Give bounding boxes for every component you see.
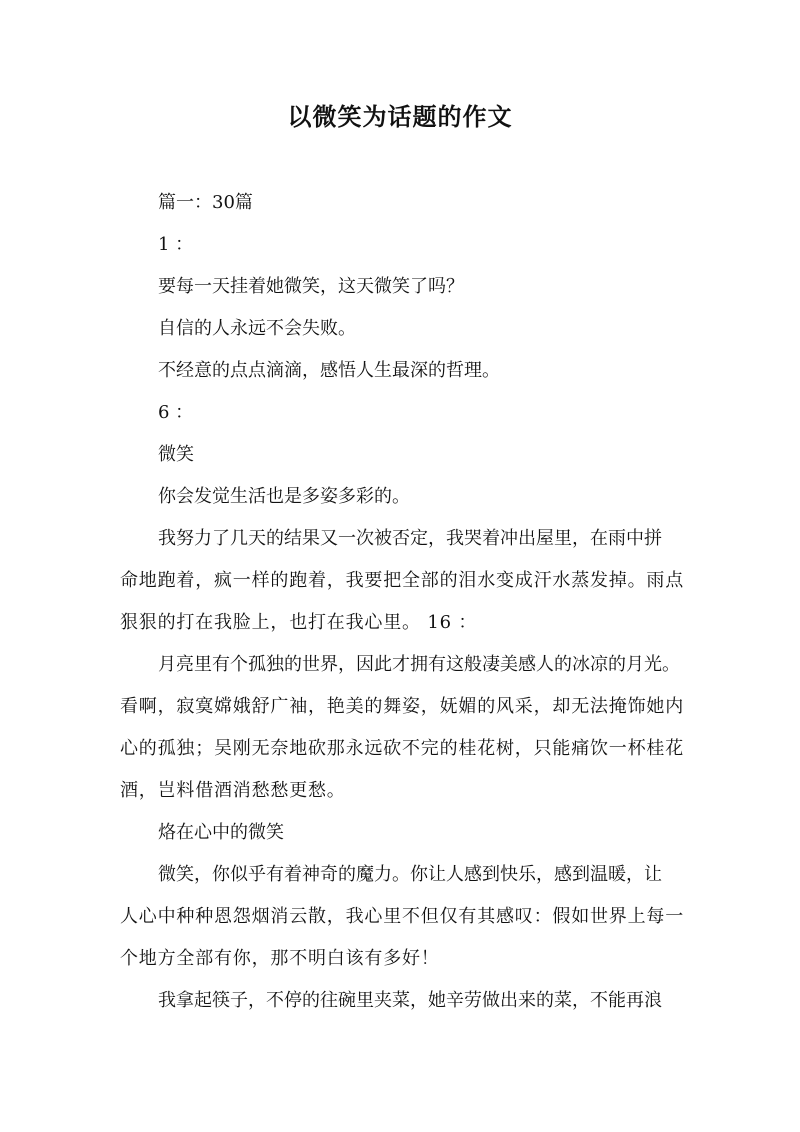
section-heading: 烙在心中的微笑 xyxy=(158,822,284,843)
document-body xyxy=(120,184,690,1024)
text-line: 微笑，你似乎有着神奇的魔力。你让人感到快乐，感到温暖，让 xyxy=(158,864,662,885)
text-line: 你会发觉生活也是多姿多彩的。 xyxy=(158,486,410,507)
text-line: 看啊，寂寞嫦娥舒广袖，艳美的舞姿，妩媚的风采，却无法掩饰她内 xyxy=(120,696,684,717)
text-line: 人心中种种恩怨烟消云散，我心里不但仅有其感叹：假如世界上每一 xyxy=(120,906,684,927)
text-line: 我努力了几天的结果又一次被否定，我哭着冲出屋里，在雨中拼 xyxy=(158,528,662,549)
text-line: 6 ： xyxy=(158,402,194,423)
text-line: 我拿起筷子，不停的往碗里夹菜，她辛劳做出来的菜，不能再浪 xyxy=(158,990,662,1011)
text-line: 心的孤独；吴刚无奈地砍那永远砍不完的桂花树，只能痛饮一杯桂花 xyxy=(120,738,684,759)
text-line: 命地跑着，疯一样的跑着，我要把全部的泪水变成汗水蒸发掉。雨点 xyxy=(120,570,684,591)
text-line: 月亮里有个孤独的世界，因此才拥有这般凄美感人的冰凉的月光。 xyxy=(158,654,680,675)
text-line: 酒，岂料借酒消愁愁更愁。 xyxy=(120,780,346,801)
text-line: 不经意的点点滴滴，感悟人生最深的哲理。 xyxy=(158,360,500,381)
text-line: 个地方全部有你，那不明白该有多好！ xyxy=(120,948,440,969)
text-line: 微笑 xyxy=(158,444,194,465)
text-line: 要每一天挂着她微笑，这天微笑了吗？ xyxy=(158,276,464,297)
document-title: 以微笑为话题的作文 xyxy=(287,102,513,131)
text-line: 自信的人永远不会失败。 xyxy=(158,318,356,339)
text-line: 篇一：30篇 xyxy=(158,192,253,213)
text-line: 狠狠的打在我脸上，也打在我心里。 16 ： xyxy=(120,612,478,633)
text-line: 1 ： xyxy=(158,234,194,255)
